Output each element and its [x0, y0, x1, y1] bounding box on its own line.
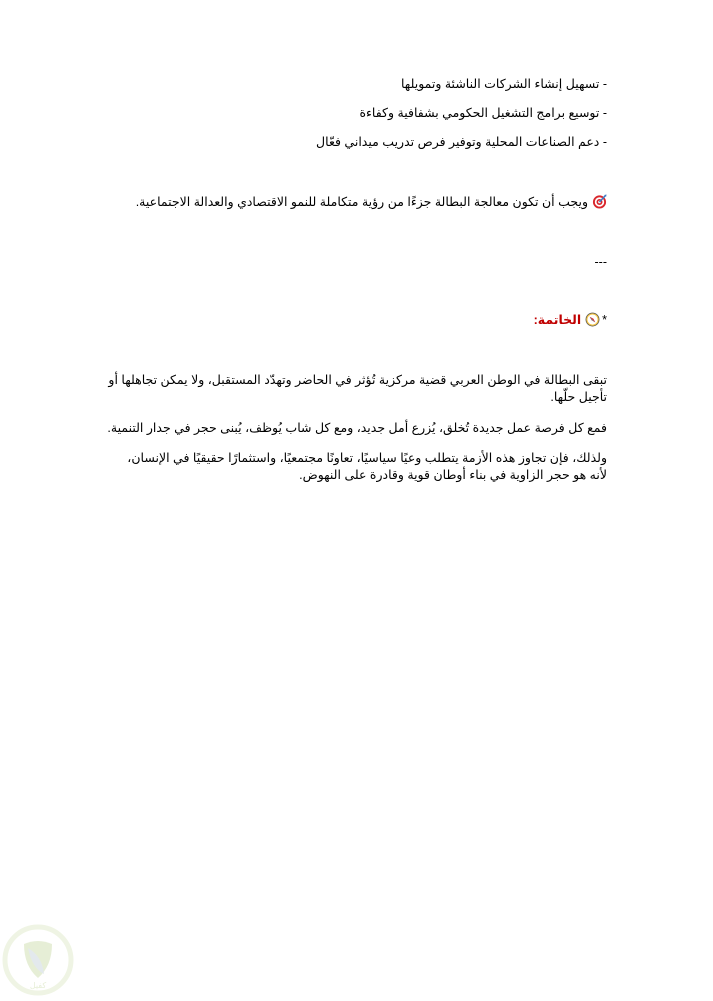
target-icon: [592, 194, 607, 209]
bullet-item: - توسيع برامج التشغيل الحكومي بشفافية وكفاءة: [359, 106, 607, 120]
separator: ---: [594, 255, 607, 269]
conclusion-title: الخاتمة:: [533, 313, 582, 327]
heading-marker: *: [602, 313, 607, 327]
conclusion-paragraph: فمع كل فرصة عمل جديدة تُخلق، يُزرع أمل جديد، ومع كل شاب يُوظف، يُبنى حجر في جدار التنمية.: [107, 421, 607, 435]
conclusion-heading: [534, 312, 607, 329]
watermark-logo: [2, 924, 74, 996]
watermark-text: كفيل: [29, 981, 47, 990]
bullet-item: - تسهيل إنشاء الشركات الناشئة وتمويلها: [401, 77, 607, 91]
compass-icon: [585, 312, 600, 327]
goal-note-text: ويجب أن تكون معالجة البطالة جزءًا من رؤية متكاملة للنمو الاقتصادي والعدالة الاجتماعية.: [135, 195, 588, 209]
bullet-item: - دعم الصناعات المحلية وتوفير فرص تدريب ميداني فعّال: [316, 135, 607, 149]
conclusion-paragraph: تبقى البطالة في الوطن العربي قضية مركزية تُؤثر في الحاضر وتهدّد المستقبل، ولا يمكن تجاهلها أو تأجيل حلّها.: [108, 373, 607, 404]
conclusion-paragraph: ولذلك، فإن تجاوز هذه الأزمة يتطلب وعيًا سياسيًا، تعاونًا مجتمعيًا، واستثمارًا حقيقيًا في الإنسان، لأنه هو حجر الزاوية في بناء أوطان قوية وقادرة على النهوض.: [127, 451, 607, 482]
goal-note: [136, 194, 607, 211]
